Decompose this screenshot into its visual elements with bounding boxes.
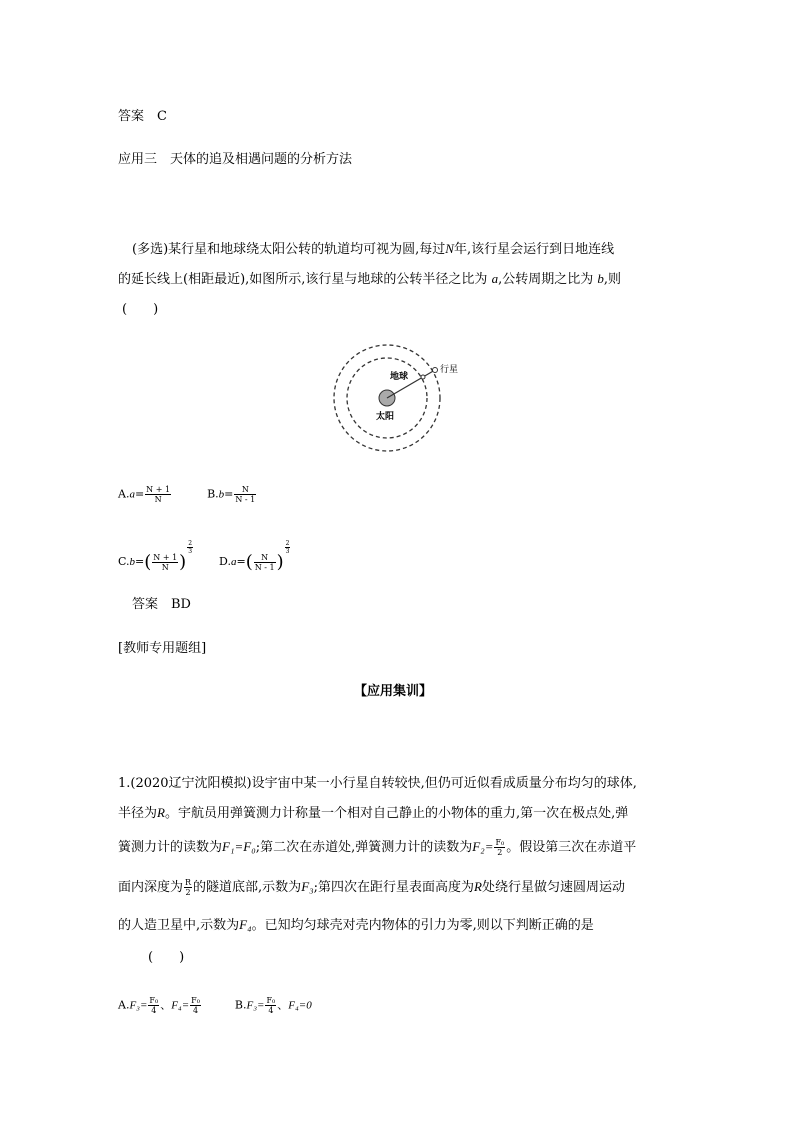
frac-num: R xyxy=(185,878,192,887)
q1-line-4 xyxy=(118,876,625,897)
q1-line-2 xyxy=(118,802,628,821)
option-d-frac xyxy=(254,553,276,572)
var-f4: F₄= xyxy=(171,999,190,1012)
options-cd: C.b=( $\frac{N + 1}{N}$ ) $\frac{2}{3}$ D.a=( $\frac{N}{N - 1}$ ) $\frac{2}{3}$ xyxy=(118,540,290,573)
problem-blank: ( ) xyxy=(122,302,159,317)
option-c-frac xyxy=(152,553,178,572)
separator: 、 xyxy=(277,998,289,1012)
q1-text: 。宇航员用弹簧测力计称量一个相对自己静止的小物体的重力,第一次在极点处,弹 xyxy=(164,806,629,821)
option-b-label: B. xyxy=(207,487,219,501)
q1-options-ab xyxy=(118,996,312,1015)
frac-den: N xyxy=(161,562,169,572)
q1-text: 半径为 xyxy=(118,806,158,821)
var-r: R xyxy=(474,879,482,894)
earth-label: 地球 xyxy=(390,372,409,382)
q1-text: ;第二次在赤道处,弹簧测力计的读数为 xyxy=(255,840,473,855)
q1-text: 。已知均匀球壳对壳内物体的引力为零,则以下判断正确的是 xyxy=(251,918,594,933)
problem-text: 年,该行星会运行到日地连线 xyxy=(453,242,615,257)
option-d-exponent xyxy=(285,540,291,555)
frac-den: N - 1 xyxy=(235,495,256,504)
q1-option-b-label: B. xyxy=(234,998,247,1012)
options-ab: A.a= $\frac{N + 1}{N}$ B.b= $\frac{N}{N - 1}$ xyxy=(118,485,256,504)
q1-text: ;第四次在距行星表面高度为 xyxy=(313,880,475,895)
teacher-group: [教师专用题组] xyxy=(118,641,207,656)
answer-bd: 答案 BD xyxy=(132,597,191,612)
problem-text: ,公转周期之比为 xyxy=(498,272,594,287)
option-a-var: a xyxy=(129,488,135,501)
var-a: a xyxy=(491,271,499,286)
q1-blank: ( ) xyxy=(148,950,185,965)
q1-text: 。假设第三次在赤道平 xyxy=(506,840,637,855)
q1-line-1: 1.(2020辽宁沈阳模拟)设宇宙中某一小行星自转较快,但仍可近似看成质量分布均匀的球体, xyxy=(118,776,637,791)
q1-text: 的人造卫星中,示数为 xyxy=(118,918,240,933)
q1-line-3 xyxy=(118,836,636,857)
exp-den: 3 xyxy=(285,548,290,555)
q1-text: 面内深度为 xyxy=(118,880,184,895)
frac-num: F₀ xyxy=(191,996,200,1005)
frac-num: N xyxy=(254,553,276,563)
problem-text: 的延长线上(相距最近),如图所示,该行星与地球的公转半径之比为 xyxy=(118,272,488,287)
frac-num: F₀ xyxy=(149,996,159,1005)
var-f3: F₃ xyxy=(301,879,314,894)
exp-num: 2 xyxy=(285,540,290,547)
frac-den: 2 xyxy=(497,848,503,857)
var-f3: F₃= xyxy=(129,999,148,1012)
problem-text: ,则 xyxy=(603,272,621,287)
q1-text: 的隧道底部,示数为 xyxy=(193,880,302,895)
var-r: R xyxy=(157,805,165,820)
problem-text: (多选)某行星和地球绕太阳公转的轨道均可视为圆,每过 xyxy=(132,242,446,257)
option-d-var: a xyxy=(230,556,237,568)
planet-dot xyxy=(433,368,438,373)
frac-den: 2 xyxy=(185,888,191,897)
frac xyxy=(190,996,201,1015)
q1-text: 处绕行星做匀速圆周运动 xyxy=(482,880,626,895)
var-f4: F₄=0 xyxy=(288,999,312,1012)
frac-den: N xyxy=(154,495,162,504)
problem-line-2 xyxy=(118,268,621,287)
option-c-var: b xyxy=(129,556,136,568)
frac-num: N xyxy=(234,485,256,495)
earth-dot xyxy=(421,375,425,379)
option-c-exponent xyxy=(187,540,193,555)
q1-option-a-label: A. xyxy=(118,998,130,1012)
frac-f0-2 xyxy=(494,838,505,857)
frac xyxy=(148,996,159,1015)
option-b-frac xyxy=(234,485,256,504)
problem-line-1 xyxy=(132,238,614,257)
frac-den: 4 xyxy=(192,1006,199,1015)
orbit-diagram xyxy=(330,340,470,460)
option-c-label: C. xyxy=(118,555,130,568)
sun-label: 太阳 xyxy=(376,412,395,422)
option-a-label: A. xyxy=(118,487,130,501)
answer-c: 答案 C xyxy=(118,109,167,124)
frac-num: N + 1 xyxy=(146,485,171,494)
section-title: 【应用集训】 xyxy=(354,684,433,699)
section-heading: 应用三 天体的追及相遇问题的分析方法 xyxy=(118,152,353,167)
planet-label: 行星 xyxy=(440,365,459,375)
q1-line-5 xyxy=(118,914,594,933)
frac-r-2 xyxy=(184,878,192,897)
frac-num: F₀ xyxy=(495,838,505,847)
frac xyxy=(265,996,276,1015)
eq-f1: F₁=F₀ xyxy=(222,839,256,854)
option-b-var: b xyxy=(218,488,225,501)
frac-den: 4 xyxy=(151,1006,157,1015)
separator: 、 xyxy=(160,998,172,1012)
eq-f2: F₂= xyxy=(472,839,494,854)
var-f3: F₃= xyxy=(246,999,265,1012)
option-d-label: D. xyxy=(219,555,231,568)
frac-den: 4 xyxy=(268,1006,274,1015)
var-f4: F₄ xyxy=(239,917,252,932)
frac-den: N - 1 xyxy=(254,562,275,572)
var-b: b xyxy=(597,271,604,286)
var-n: N xyxy=(445,241,454,256)
exp-num: 2 xyxy=(188,540,193,547)
option-a-frac xyxy=(145,485,171,504)
frac-num: N + 1 xyxy=(153,552,178,562)
exp-den: 3 xyxy=(188,548,193,555)
frac-num: F₀ xyxy=(266,996,276,1005)
q1-text: 簧测力计的读数为 xyxy=(118,840,223,855)
